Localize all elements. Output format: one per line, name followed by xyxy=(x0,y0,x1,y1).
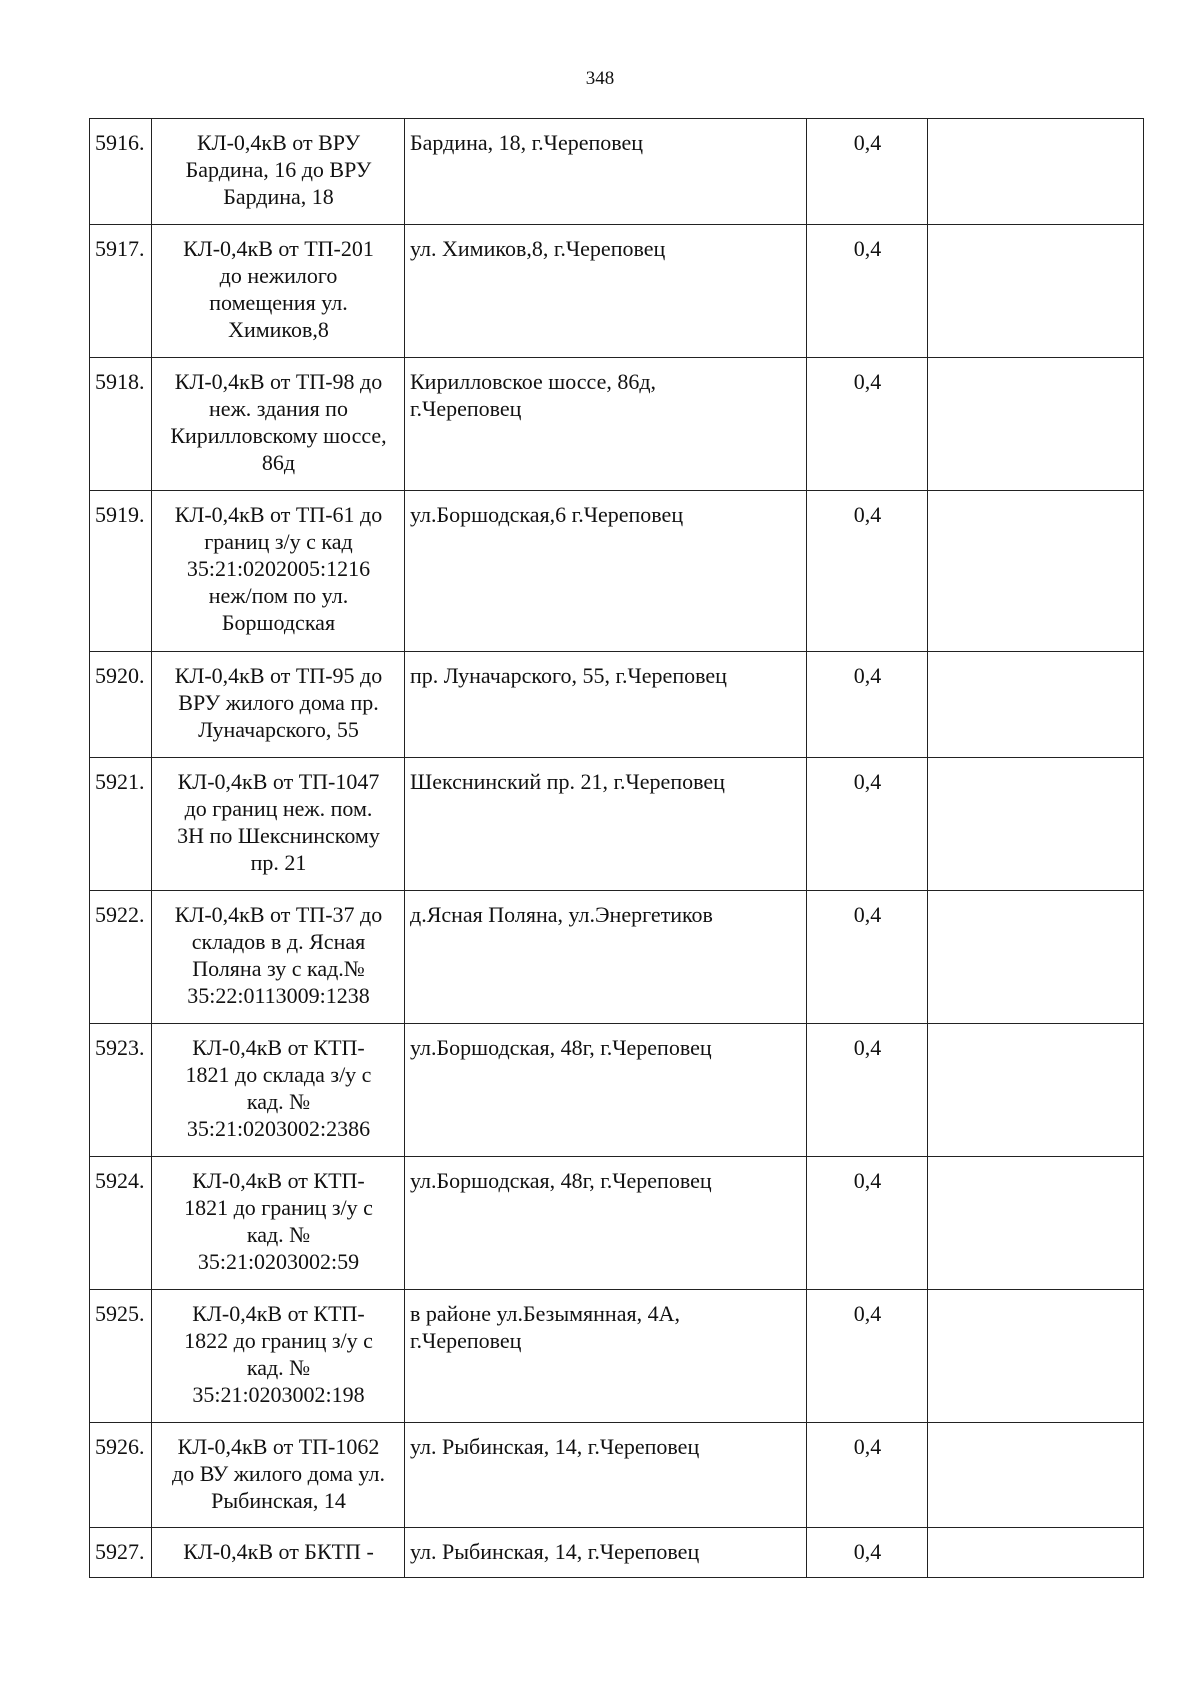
row-number: 5921. xyxy=(90,758,152,891)
empty-cell xyxy=(928,358,1144,491)
object-address: ул.Боршодская, 48г, г.Череповец xyxy=(405,1024,807,1157)
row-number: 5920. xyxy=(90,652,152,758)
voltage-value: 0,4 xyxy=(807,491,928,652)
row-number: 5925. xyxy=(90,1290,152,1423)
empty-cell xyxy=(928,225,1144,358)
table-row xyxy=(90,358,1144,491)
empty-cell xyxy=(928,891,1144,1024)
cable-description: КЛ-0,4кВ от ТП-201 до нежилого помещения ул. Химиков,8 xyxy=(152,225,405,358)
voltage-value: 0,4 xyxy=(807,1024,928,1157)
cable-description: КЛ-0,4кВ от ТП-61 до границ з/у с кад 35:21:0202005:1216 неж/пом по ул. Боршодская xyxy=(152,491,405,652)
object-address: в районе ул.Безымянная, 4А, г.Череповец xyxy=(405,1290,807,1423)
cable-description: КЛ-0,4кВ от ТП-95 до ВРУ жилого дома пр. Луначарского, 55 xyxy=(152,652,405,758)
table-row xyxy=(90,1423,1144,1528)
cable-description: КЛ-0,4кВ от ВРУ Бардина, 16 до ВРУ Бардина, 18 xyxy=(152,119,405,225)
table-row xyxy=(90,1024,1144,1157)
voltage-value: 0,4 xyxy=(807,758,928,891)
table-row xyxy=(90,491,1144,652)
row-number: 5924. xyxy=(90,1157,152,1290)
object-address: Шекснинский пр. 21, г.Череповец xyxy=(405,758,807,891)
row-number: 5918. xyxy=(90,358,152,491)
page-number: 348 xyxy=(585,68,615,89)
object-address: ул.Боршодская, 48г, г.Череповец xyxy=(405,1157,807,1290)
registry-table xyxy=(89,118,1144,1578)
row-number: 5916. xyxy=(90,119,152,225)
voltage-value: 0,4 xyxy=(807,1423,928,1528)
row-number: 5917. xyxy=(90,225,152,358)
empty-cell xyxy=(928,1024,1144,1157)
voltage-value: 0,4 xyxy=(807,225,928,358)
table-row xyxy=(90,758,1144,891)
empty-cell xyxy=(928,1290,1144,1423)
object-address: Бардина, 18, г.Череповец xyxy=(405,119,807,225)
voltage-value: 0,4 xyxy=(807,1290,928,1423)
object-address: ул. Рыбинская, 14, г.Череповец xyxy=(405,1423,807,1528)
object-address: ул.Боршодская,6 г.Череповец xyxy=(405,491,807,652)
row-number: 5922. xyxy=(90,891,152,1024)
object-address: д.Ясная Поляна, ул.Энергетиков xyxy=(405,891,807,1024)
row-number: 5927. xyxy=(90,1528,152,1578)
table-row xyxy=(90,1157,1144,1290)
empty-cell xyxy=(928,491,1144,652)
table-row xyxy=(90,225,1144,358)
voltage-value: 0,4 xyxy=(807,358,928,491)
empty-cell xyxy=(928,758,1144,891)
table-row xyxy=(90,1528,1144,1578)
empty-cell xyxy=(928,119,1144,225)
object-address: ул. Рыбинская, 14, г.Череповец xyxy=(405,1528,807,1578)
voltage-value: 0,4 xyxy=(807,1528,928,1578)
table-row xyxy=(90,119,1144,225)
voltage-value: 0,4 xyxy=(807,891,928,1024)
row-number: 5923. xyxy=(90,1024,152,1157)
voltage-value: 0,4 xyxy=(807,119,928,225)
cable-description: КЛ-0,4кВ от КТП- 1822 до границ з/у с кад. № 35:21:0203002:198 xyxy=(152,1290,405,1423)
voltage-value: 0,4 xyxy=(807,1157,928,1290)
table-row xyxy=(90,891,1144,1024)
row-number: 5919. xyxy=(90,491,152,652)
voltage-value: 0,4 xyxy=(807,652,928,758)
cable-description: КЛ-0,4кВ от ТП-37 до складов в д. Ясная Поляна зу с кад.№ 35:22:0113009:1238 xyxy=(152,891,405,1024)
empty-cell xyxy=(928,652,1144,758)
object-address: пр. Луначарского, 55, г.Череповец xyxy=(405,652,807,758)
table-row xyxy=(90,652,1144,758)
empty-cell xyxy=(928,1528,1144,1578)
cable-description: КЛ-0,4кВ от ТП-98 до неж. здания по Кирилловскому шоссе, 86д xyxy=(152,358,405,491)
row-number: 5926. xyxy=(90,1423,152,1528)
table-row xyxy=(90,1290,1144,1423)
cable-description: КЛ-0,4кВ от ТП-1047 до границ неж. пом. 3Н по Шекснинскому пр. 21 xyxy=(152,758,405,891)
cable-description: КЛ-0,4кВ от КТП- 1821 до склада з/у с кад. № 35:21:0203002:2386 xyxy=(152,1024,405,1157)
object-address: ул. Химиков,8, г.Череповец xyxy=(405,225,807,358)
cable-description: КЛ-0,4кВ от КТП- 1821 до границ з/у с кад. № 35:21:0203002:59 xyxy=(152,1157,405,1290)
object-address: Кирилловское шоссе, 86д, г.Череповец xyxy=(405,358,807,491)
empty-cell xyxy=(928,1423,1144,1528)
empty-cell xyxy=(928,1157,1144,1290)
cable-description: КЛ-0,4кВ от БКТП - xyxy=(152,1528,405,1578)
cable-description: КЛ-0,4кВ от ТП-1062 до ВУ жилого дома ул. Рыбинская, 14 xyxy=(152,1423,405,1528)
